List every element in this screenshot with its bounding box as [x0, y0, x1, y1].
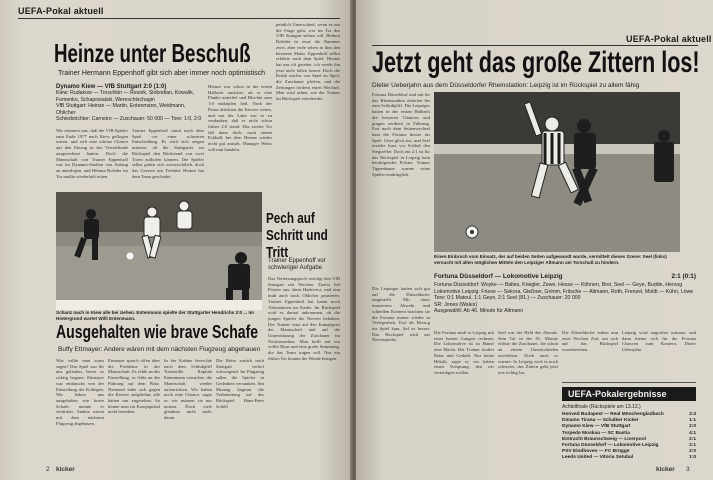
result-match: Dynamo Kiew — VfB Stuttgart — [562, 424, 631, 430]
match-photo-duesseldorf — [434, 92, 680, 252]
match-box-line: Tore: 0:1 Matoul, 1:1 Geye, 2:1 Seel (81.) — Zuschauer: 20 000 — [434, 295, 581, 302]
article-column: Heinze war schon in der ersten Halbzeit unsicher, als er eine Flanke unterlief und Blochin zum 1:0 einköpfen ließ. Nach der Pause drückten die Kiewer weiter, und nur der Latte war es zu verdanken, daß es nicht schon früher 2:0 stand. Das zweite Tor fiel dann doch, nach einem Eckball, bei dem Heinze wieder nicht gut aussah. Manager Weiss will nun handeln. — [208, 84, 272, 152]
article-column: Ettmayer sprach offen über die Probleme in der Mannschaft. Es fehle an der Einstellung, es fehle an der Führung auf dem Platz. Niemand habe sich gegen die Kiewer aufgelehnt, alle hätten nur zugesehen. So könne man im Europapokal nicht bestehen. — [108, 358, 160, 415]
headline-schafe: Ausgehalten wie brave Schafe — [56, 322, 259, 342]
result-row — [562, 455, 696, 461]
article-column: Die Fortuna muß in Leipzig mit einer harten Gangart rechnen. Die Lokomotive ist zu Hause eine Macht. Der Trainer fordert Ruhe und Geduld. Nur keine Hektik, sagte er, wir haben einen Vorsprung, den wir verteidigen wollen. — [434, 330, 494, 375]
result-match: Fortuna Düsseldorf — Lokomotive Leipzig — [562, 443, 659, 449]
match-box-line: Lokomotive Leipzig: Friese — Sekora, Gießner, Grimm, Fritsche — Altmann, Roth, Frenzel, Moldt — Kühn, Löwe — [434, 288, 694, 295]
result-score: 2:0 — [689, 424, 696, 430]
match-box — [56, 84, 202, 122]
page-number: 2 — [46, 466, 50, 473]
match-box-line: Schiedsrichter: Carneiro — Zuschauer: 50 000 — Tore: 1:0, 2:0 — [56, 116, 202, 123]
magazine-name: kicker — [656, 466, 675, 473]
article-column: Fortuna Düsseldorf und mit ihr das Rheinstadion zitterten bis zum Schlußpfiff. Die Leipziger hatten in der ersten Halbzeit die besseren Chancen und gingen verdient in Führung. Erst nach dem Seitenwechsel kam die Fortuna besser ins Spiel. Geye glich aus, und Seel erzielte kurz vor Schluß den Siegtreffer. Doch ein 2:1 ist für das Rückspiel in Leipzig kein beruhigendes Polster. Trainer Tippenhauer warnte seine Spieler eindringlich. — [372, 92, 430, 177]
sidebar-subheadline: Trainer Eppenhoff vor schwieriger Aufgabe — [268, 258, 326, 271]
match-box-score: 2:1 (0:1) — [671, 273, 696, 280]
article-column: In der Kabine herrschte nach dem Schlußpfiff Totenstille. Kapitän Entenmann versuchte, die Mannschaft wieder aufzurichten. Wir haben noch eine Chance, sagte er, wir müssen sie nur nutzen. Doch viele glaubten nicht mehr daran. — [164, 358, 212, 421]
result-score: 2:3 — [689, 412, 696, 417]
article-column: Was sollte man sonst sagen? Das Spiel war für uns gelaufen, bevor es richtig begann. Ettmayer war enttäuscht von der Einstellung der Kollegen. Wir haben uns ausgehalten wie brave Schafe, meinte er verbittert. Andere wären mit dem nächsten Flugzeug abgehauen. — [56, 358, 104, 426]
article-column: Das Verletzungspech verfolgt den VfB Stuttgart seit Wochen. Zuerst fiel Förster aus, dann Hadewicz, und nun muß auch noch Ohlicher pausieren. Trainer Eppenhoff hat kaum noch Alternativen im Kader. Im Rückspiel wird es darauf ankommen, ob die jungen Spieler die Nerven behalten. Der Trainer setzt auf den Kampfgeist der Mannschaft und auf die Unterstützung der Zuschauer im Neckarstadion. Man hofft auf ein volles Haus und eine große Stimmung, die das Team tragen soll. Nur ein frühes Tor könnte die Wende bringen. — [268, 276, 340, 361]
headline-zittern: Jetzt geht das große Zittern los! — [372, 46, 700, 79]
article-column: Die Leipziger hatten sich gut auf die Düsseldorfer eingestellt. Mit einer massierten Abwehr und schnellen Kontern brachten sie die Fortuna immer wieder in Verlegenheit. Erst als Herzog ins Spiel kam, lief es besser. Das Rückspiel wird zur Nervenprobe. — [372, 286, 430, 343]
photo-caption: Einen Einbruch vom Einsatz, der auf beiden Seiten aufgewandt wurde, vermittelt dieses Szene: Seel (links) versucht mit allen möglichen Mitteln den Leipziger Altmann am Torschuß zu hindern. — [434, 254, 667, 265]
article-column: Die Reise zurück nach Stuttgart verlief schweigend. Im Flugzeug saßen die Spieler in Gedanken versunken. Am Montag beginnt die Vorbereitung auf das Rückspiel. Hans-Peter Schöll — [216, 358, 264, 409]
match-box-line: Ausgewählt: Ab 46. Minute für Altmann — [434, 308, 524, 315]
magazine-name: kicker — [56, 466, 75, 473]
article-column: Seel war der Held des Abends. Sein Tor in der 81. Minute erlöste die Zuschauer, die schon an einem Unentschieden zweifelten. Doch auch er warnte: In Leipzig wird es noch schwerer, das Zittern geht jetzt erst richtig los. — [498, 330, 558, 375]
result-score: 2:1 — [689, 443, 696, 449]
match-photo-kiew — [56, 192, 262, 310]
result-score: 4:1 — [689, 430, 696, 436]
sidebar-headline: Pech auf Schritt und Tritt — [266, 210, 328, 261]
results-subtitle: Achtelfinale (Rückspiele am 13.12.) — [562, 404, 641, 410]
left-page — [0, 0, 352, 480]
match-box-title: Fortuna Düsseldorf — Lokomotive Leipzig — [434, 273, 563, 280]
subheadline-zittern: Dieter Ueberjahn aus dem Düsseldorfer Rheinstadion: Leipzig ist im Rückspiel zu allem fähig — [372, 82, 640, 89]
right-page — [356, 0, 713, 480]
result-score: 1:0 — [689, 455, 696, 461]
results-title: UEFA-Pokalergebnisse — [562, 387, 696, 401]
result-match: PSV Eindhoven — FC Brügge — [562, 449, 630, 455]
subheadline-heinze: Trainer Hermann Eppenhoff gibt sich aber immer noch optimistisch — [58, 70, 265, 77]
article-column: peinlich Unterschied, wenn es um die Frage geht, wer im Tor des VfB Stuttgart stehen soll. Helmut Roleder ist zwar die Nummer zwei, aber viele sehen in ihm den besseren Mann. Eppenhoff selbst erklärte nach dem Spiel: Heinze hat uns oft gerettet, ich werde ihn jetzt nicht fallen lassen. Doch die Kritik wächst von Spiel zu Spiel, die Zuschauer pfeifen, und die Zeitungen fordern einen Wechsel. Man wird sehen, wie der Trainer im Rückspiel entscheidet. — [276, 22, 340, 102]
result-match: Torpedo Moskau — SC Bastia — [562, 430, 630, 436]
match-box-line: SR: Jones (Wales) — [434, 301, 478, 308]
result-match: Eintracht Braunschweig — Liverpool — [562, 436, 646, 442]
results-panel — [562, 382, 696, 469]
article-column: Trainer Eppenhoff stand nach dem Spiel vor einer schweren Entscheidung. Es wird sich zeigen müssen, ob die Stuttgarter im Rückspiel den Rückstand von zwei Toren aufholen können. Die Spieler selbst gaben sich zuversichtlich, doch das Gezerre um Torhüter Heinze hat dem Team geschadet. — [132, 128, 204, 179]
match-box-line: Kiew: Rudakow — Troschkin — Resnik, Slobodian, Kowalik, Fomenko, Schapowalski, Wereschtschagin — [56, 90, 195, 103]
match-box — [434, 274, 696, 314]
subheadline-schafe: Buffy Ettmayer: Andere wären mit dem nächsten Flugzeug abgehauen — [58, 346, 261, 353]
article-column: Wir erinnern uns, daß die VfB-Spieler zum Ende 1977 nach Kiew geflogen waren, und sich eine schöne Chance auf den Einzug in das Viertelfinale ausgerechnet hatten. Doch die Mannschaft von Trainer Eppenhoff war im Dynamo-Stadion von Anfang an unterlegen, und Helmut Roleder im Tor mußte wiederholt retten. — [56, 128, 128, 179]
result-match: Leeds United — Vitoria Setubal — [562, 455, 634, 461]
results-list — [562, 412, 696, 462]
result-score: 1:1 — [689, 418, 696, 424]
headline-heinze: Heinze unter Beschuß — [54, 38, 251, 68]
result-score: 2:1 — [689, 436, 696, 442]
section-header: UEFA-Pokal aktuell — [626, 34, 712, 44]
result-score: 2:0 — [689, 449, 696, 455]
page-number: 3 — [686, 466, 690, 473]
result-match: Honved Budapest — Real Mönchengladbach — [562, 412, 664, 417]
photo-caption: Schanz nach in Kiew alle bei ziehen. Entenmann spielte der Stuttgarter Hendrichs 2:0 ... Im Hintergrund wartet Willi Entenmann. — [56, 310, 254, 321]
match-box-title: Dynamo Kiew — VfB Stuttgart 2:0 (1:0) — [56, 84, 167, 90]
article-column: Leipzig wird angreifen müssen, und dann bieten sich für die Fortuna Chancen zum Kontern. Dieter Ueberjahn — [622, 330, 696, 353]
result-match: Dinamo Tirana — Schalker Kicker — [562, 418, 639, 424]
article-column: Die Düsseldorfer haben nun zwei Wochen Zeit, um sich auf das Rückspiel vorzubereiten. — [562, 330, 618, 353]
match-box-line: Fortuna Düsseldorf: Woyke — Baltes, Kriegler, Zewe, Hesse — Köhnen, Brei, Seel — Geye, Budde, Herzog — [434, 282, 683, 289]
match-box-line: VfB Stuttgart: Heinze — Martin, Entenmann, Weidmann, Ohlicher — [56, 103, 186, 116]
section-header: UEFA-Pokal aktuell — [18, 6, 104, 16]
